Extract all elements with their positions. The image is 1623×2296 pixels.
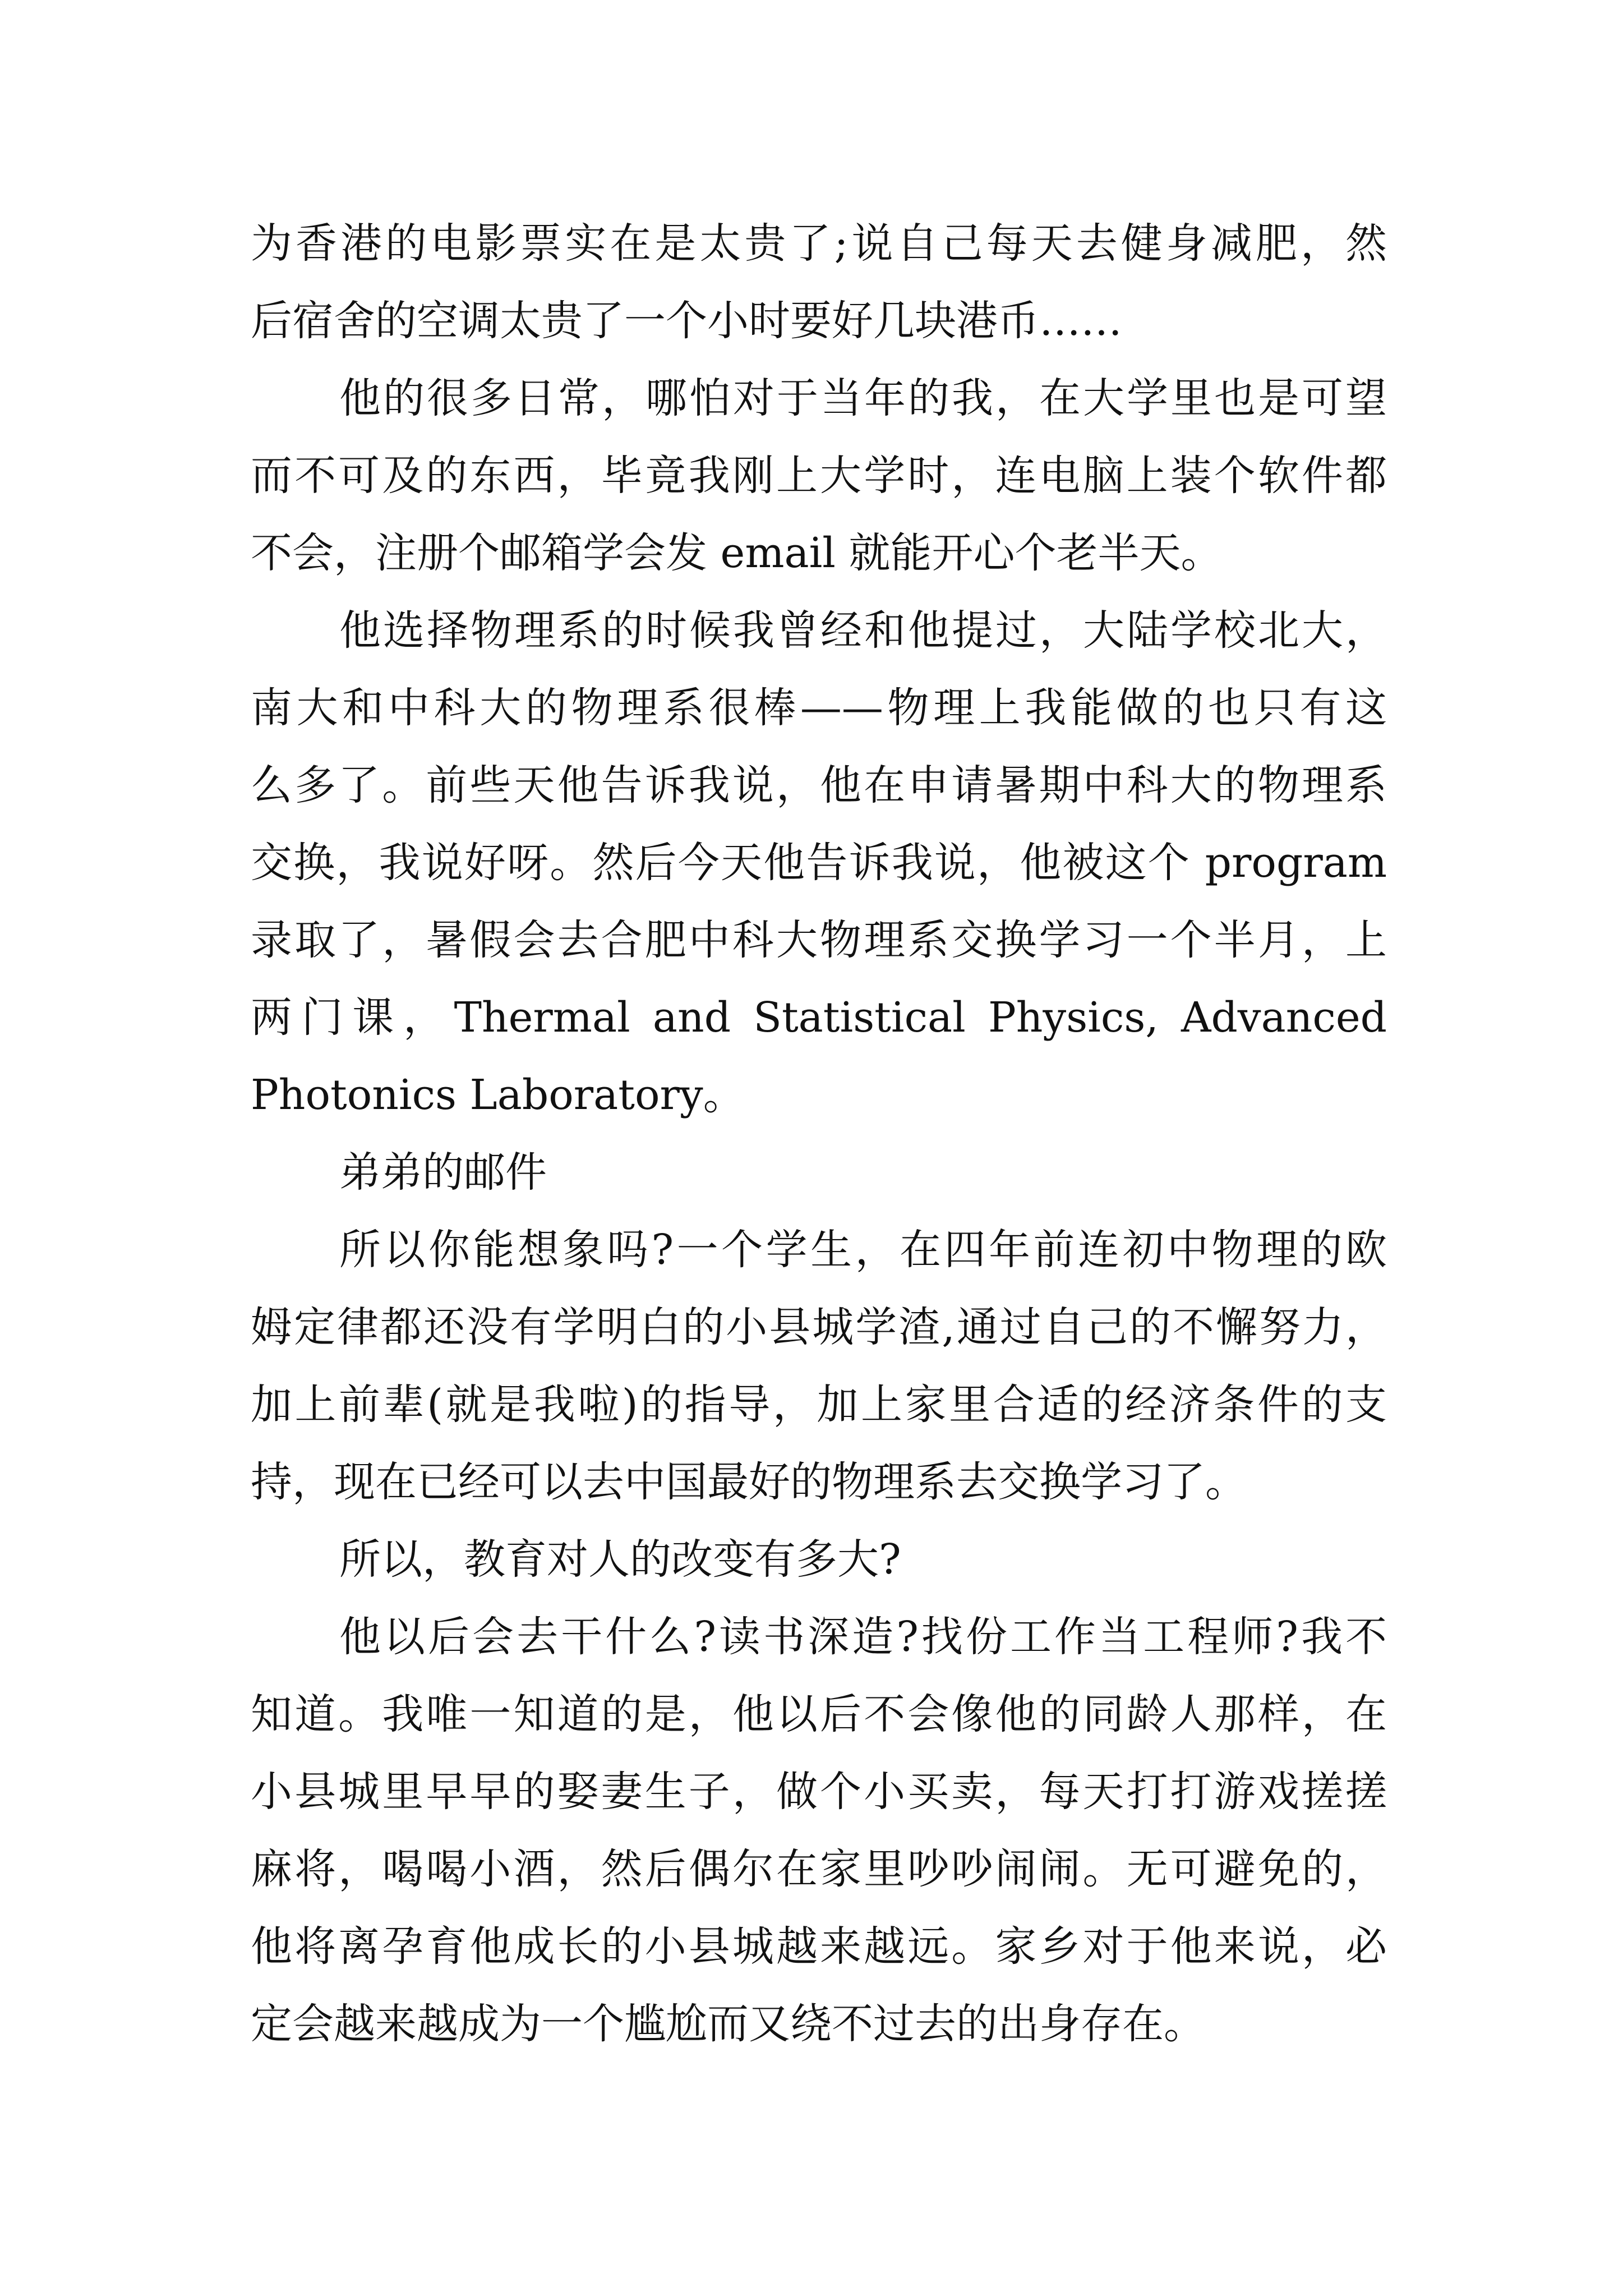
text-line: 他选择物理系的时候我曾经和他提过，大陆学校北大， [339,606,1387,655]
text-line: Photonics Laboratory。 [251,1071,745,1119]
section-heading: 弟弟的邮件 [339,1148,547,1197]
text-line: 小县城里早早的娶妻生子，做个小买卖，每天打打游戏搓搓 [251,1768,1387,1816]
body-text [251,205,1387,2063]
text-line: 两门课，Thermal and Statistical Physics, Advanced [251,993,1387,1042]
text-line: 南大和中科大的物理系很棒——物理上我能做的也只有这 [251,684,1387,732]
text-line: 么多了。前些天他告诉我说，他在申请暑期中科大的物理系 [251,761,1387,809]
text-line: 姆定律都还没有学明白的小县城学渣,通过自己的不懈努力， [251,1303,1387,1351]
text-line: 所以，教育对人的改变有多大? [339,1535,901,1584]
text-line: 交换，我说好呀。然后今天他告诉我说，他被这个 program [251,839,1387,887]
text-line: 不会，注册个邮箱学会发 email 就能开心个老半天。 [251,529,1223,577]
text-line: 麻将，喝喝小酒，然后偶尔在家里吵吵闹闹。无可避免的， [251,1845,1387,1893]
text-line: 他将离孕育他成长的小县城越来越远。家乡对于他来说，必 [251,1922,1387,1971]
text-line: 为香港的电影票实在是太贵了;说自己每天去健身减肥，然 [251,219,1387,268]
text-line: 持，现在已经可以去中国最好的物理系去交换学习了。 [251,1458,1247,1506]
text-line: 他的很多日常，哪怕对于当年的我，在大学里也是可望 [339,374,1387,422]
text-line: 而不可及的东西，毕竟我刚上大学时，连电脑上装个软件都 [251,452,1387,500]
text-line: 所以你能想象吗?一个学生，在四年前连初中物理的欧 [339,1226,1387,1274]
text-line: 录取了，暑假会去合肥中科大物理系交换学习一个半月，上 [251,916,1387,964]
text-line: 后宿舍的空调太贵了一个小时要好几块港币…… [251,297,1122,345]
text-line: 加上前辈(就是我啦)的指导，加上家里合适的经济条件的支 [251,1381,1387,1429]
text-line: 定会越来越成为一个尴尬而又绕不过去的出身存在。 [251,2000,1205,2048]
text-line: 知道。我唯一知道的是，他以后不会像他的同龄人那样，在 [251,1690,1387,1738]
text-line: 他以后会去干什么?读书深造?找份工作当工程师?我不 [339,1613,1387,1661]
